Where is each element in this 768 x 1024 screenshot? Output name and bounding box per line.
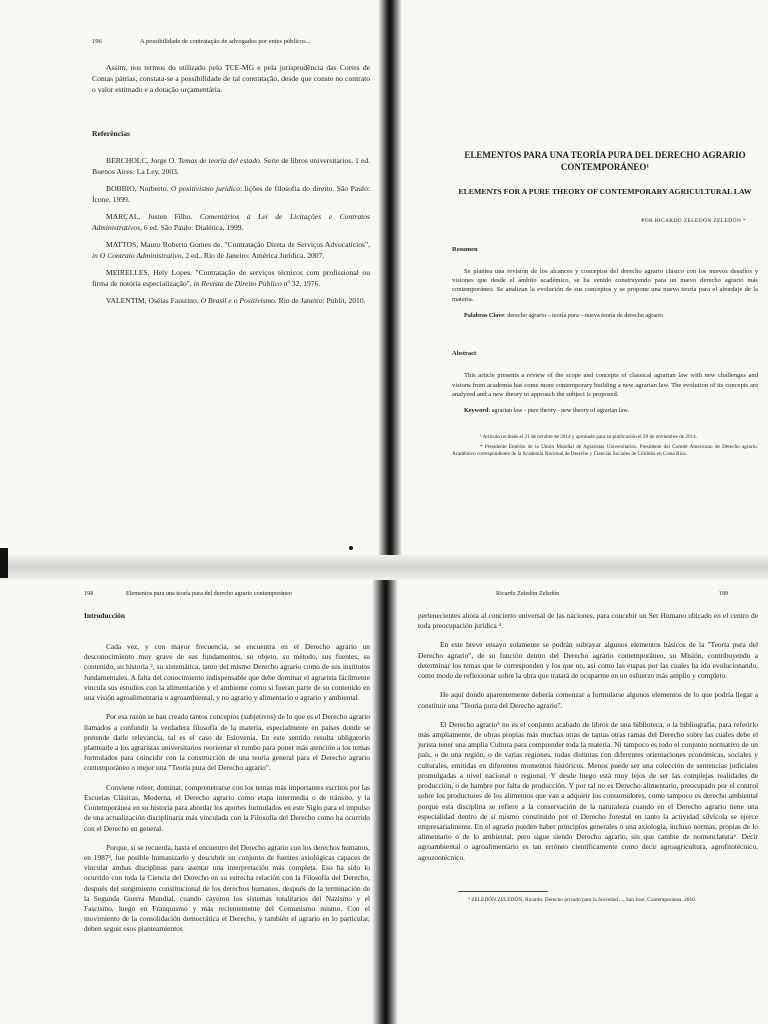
resumen-heading: Resumen xyxy=(452,245,478,253)
running-header xyxy=(84,590,370,597)
footnote-author: * Presidente Emérito de la Unión Mundial de Agraristas Universitarios. Presidente del Comité Americano de Derecho agrario. Académico correspondiente de la Academia Nacional de Derecho y Ciencias Sociales de Córdoba en Costa Rica. xyxy=(452,443,758,458)
palabras-clave: Palabras Clave: derecho agrario – teoría pura – nueva teoría de derecho agrario xyxy=(464,311,663,319)
body-paragraph: Porque, si se recuerda, hasta el encuentro del Derecho agrario con los derechos humanos, en 1987³, fue posible humanizarlo y descubrir un conjunto de fuentes axiológicas capaces de vincular ambas disciplinas para asentar una interpretación más completa. Eso ha sido lo ocurrido con toda la Ciencia del Derecho en su estrecha relación con la Filosofía del Derecho, después del surgimiento constitucional de los derechos humanos, después de la terminación de la Segunda Guerra Mundial, cuando cayeron los sistemas totalitarios del Nazismo y el Fascismo, luego en Franquismo y más recientemente del Comunismo mismo. Con el movimiento de la consolidación democrática el Derecho, y también el agrario en lo particular, deben seguir esos planteamientos xyxy=(84,842,370,934)
footnote-1: ¹ Artículo recibido el 21 de octubre de 2014 y aprobado para su publicación el 29 de noviembre de 2014. xyxy=(480,433,698,440)
page-198 xyxy=(0,580,388,1024)
reference-item: BERCHOLC, Jorge O. Temas de teoría del estado. Serie de libros universitarios. 1 ed. Buenos Aires: La Ley, 2003. xyxy=(92,156,371,176)
body-paragraph: Por esa razón se han creado tantos conceptos (subjetivos) de lo que es el Derecho agrario llamados a confundir la verdadera filosofía de la materia, especialmente en países donde se pretende darle relevancia, tal es el caso de Eslovenia. En este sentido resulta obligatorio plantearle a los agraristas universitarios reorientar el rumbo para poner más atención a los temas formulados para coincidir con la construcción de una teoría general para el Derecho agrario contemporáneo o mejor una "Teoría pura del Derecho agrario". xyxy=(84,712,370,773)
article-title-english: ELEMENTS FOR A PURE THEORY OF CONTEMPORARY AGRICULTURAL LAW xyxy=(458,187,752,197)
page-199 xyxy=(392,580,768,1024)
page-separator-band xyxy=(0,555,768,580)
section-heading: Introducción xyxy=(84,611,125,620)
page-number: 196 xyxy=(92,38,102,45)
page-196 xyxy=(0,0,388,555)
references-title: Referências xyxy=(92,129,130,139)
closing-paragraph: Assim, nos termos do utilizado pelo TCE-MG e pela jurisprudência das Cortes de Contas pátrias, constata-se a possibilidade de tal contratação, desde que conste no contrato o valor estimado e a dotação orçamentária. xyxy=(92,63,370,94)
footnote: ⁴ ZELEDÓN ZELEDÓN, Ricardo. Derecho privado para la Sociedad ..., San José, Contemporánea, 2010. xyxy=(468,897,697,904)
book-gutter-bottom xyxy=(372,560,398,1024)
body-paragraph: He aquí donde aparentemente debería comenzar a formularse algunos elementos de lo que podría llegar a constituir una "Teoría pura del Derecho agrario". xyxy=(418,690,758,710)
reference-item: MATTOS, Mauro Roberto Gomes de. "Contratação Direta de Serviços Advocatícios", in O Contrato Administrativo, 2 ed., Rio de Janeiro: América Jurídica. 2007. xyxy=(92,240,370,260)
running-head: Ricardo Zeledón Zeledón xyxy=(496,590,560,597)
body-paragraph: El Derecho agrario⁵ no es el conjunto acabado de libros de una biblioteca, o la bibliografía, para referirlo más ampliamente, de obras propias más muchas otras de tantas otras ramas del Derecho sobre las cuales debe el jurista tener una amplia Cultura para comprender toda la materia. Ni tampoco es todo el conjunto normativo de un país, o de una región, o de varias regiones, todas distintas con diferentes orientaciones económicas, sociales y culturales, emitidas en diferentes momentos históricos. Menos puede ser una colección de sentencias judiciales promulgadas a nivel nacional o regional. Y desde luego está muy lejos de ser las complejas realidades de producción, o de hambre por falta de producción. Y por tal no es Derecho alimentario, preocupado por el control sobre los productores de los alimentos que van a adquirir los consumidores, como tampoco es derecho ambiental porque esta disciplina se refiere a la conservación de la naturaleza cuando en el Derecho agrario tiene una especialidad dentro de sí mismo constituido por el Derecho forestal en tanto la actividad silvícola se ejerce empresarialmente. En el agrario pueden haber principios generales o una axiología, incluso normas, propias de lo alimentario o de lo ambiental, pero sigue siendo Derecho agrario, sin que cambie de nomenclatura⁶. Decir agroambiental o agroalimentario es tan erróneo científicamente como decir agroagricultura, agrofitotécnico, agrozootécnico. xyxy=(418,719,758,862)
page-number: 199 xyxy=(718,590,728,597)
abstract-text: This article presents a review of the scope and concepts of classical agrarian law with new challenges and visions from academia has come more contemporary building a new agrarian law. The evolution of its concepts are analyzed and a new theory to approach the subject is proposed. xyxy=(452,372,758,398)
body-paragraph: Cada vez, y con mayor frecuencia, se encuentra en el Derecho agrario un desconocimiento muy grave de sus fundamentos, su objeto, su método, sus fuentes, su contenido, su historia ², su sistemática, tanto del mismo Derecho agrario como de sus institutos fundamentales. A falta del conocimiento indispensable que debe dominar el agrarista fácilmente vincula sus estudios con la alimentación y el ambiente como si fueran parte de su contenido en una visión agroalimentaria o agroambiental, y no agrario y alimentario o agrario y ambiental. xyxy=(84,642,370,703)
page-number: 198 xyxy=(84,590,94,597)
footnote-rule xyxy=(458,891,548,892)
article-title: ELEMENTOS PARA UNA TEORÍA PURA DEL DERECHO AGRARIO CONTEMPORÁNEO¹ xyxy=(464,150,746,172)
book-gutter-top xyxy=(378,0,402,555)
reference-item: MARÇAL, Justen Filho. Comentários à Lei de Licitações e Contratos Administrativos, 6 ed. São Paulo: Dialética, 1999. xyxy=(92,212,370,232)
body-paragraph: En este breve ensayo solamente se podrán subrayar algunos elementos básicos de la "Teoría pura del Derecho agrario", de su función dentro del Derecho agrario contemporáneo, su Misión, contribuyendo a determinar los temas que le corresponden y los que no, así como las etapas por las cuales ha ido evolucionando, como modo de reflexionar sobre la obra que tratará de ocuparme en un esfuerzo más amplio y completo. xyxy=(418,640,758,681)
running-header xyxy=(92,38,370,45)
running-head: Elementos para una teoría pura del derecho agrario contemporáneo xyxy=(126,590,292,597)
author-line: POR RICARDO ZELEDÓN ZELEDÓN * xyxy=(641,217,746,224)
body-paragraph: Conviene releer, dominar, comprenetrarse con los temas más importantes escritos por las Escuelas Clásicas, Moderna, el Derecho agrario como etapa intermedia o de tránsito, y la Contemporánea en su historia para abordar los aportes formulados en este Siglo para el impulso de una actualización disciplinaria más vinculada con la Filosofía del Derecho como ha ocurrido con el Derecho en general. xyxy=(84,782,370,833)
keywords: Keyword: agrarian law - pure theory - new theory of agrarian law. xyxy=(464,407,629,415)
scan-dot-mark xyxy=(349,546,353,550)
running-header xyxy=(418,590,758,597)
reference-item: BOBBIO, Norberto. O positivismo jurídico: lições de filosofia do direito. São Paulo: Ícone, 1999. xyxy=(92,184,371,204)
resumen-text: Se plantea una revisión de los alcances y conceptos del derecho agrario clásico con los nuevos desafíos y visiones que desde el ámbito académico, se ha venido construyendo para un nuevo derecho agrario más contemporáneo. Se analizan la evolución de sus conceptos y se propone una nueva teoría para el abordaje de la materia. xyxy=(452,267,758,303)
running-head: A possibilidade de contratação de advogados por entes públicos... xyxy=(140,38,311,45)
body-paragraph: pertenecientes ahora al concierto universal de las naciones, para concebir un Ser Humano ubicado en el centro de toda preocupación jurídica ⁴. xyxy=(418,611,758,631)
reference-item: VALENTIM, Oséias Faustino. O Brasil e o Positivismo. Rio de Janeiro: Publit, 2010. xyxy=(106,296,366,306)
abstract-heading: Abstract xyxy=(452,350,477,358)
scan-edge-mark xyxy=(0,548,8,578)
page-197 xyxy=(392,0,768,555)
reference-item: MEIRELLES, Hely Lopes. "Contratação de serviços técnicos com profissional ou firma de notória especialização", in Revista de Direito Público nº 32, 1976. xyxy=(92,268,370,288)
references-list xyxy=(92,156,370,306)
